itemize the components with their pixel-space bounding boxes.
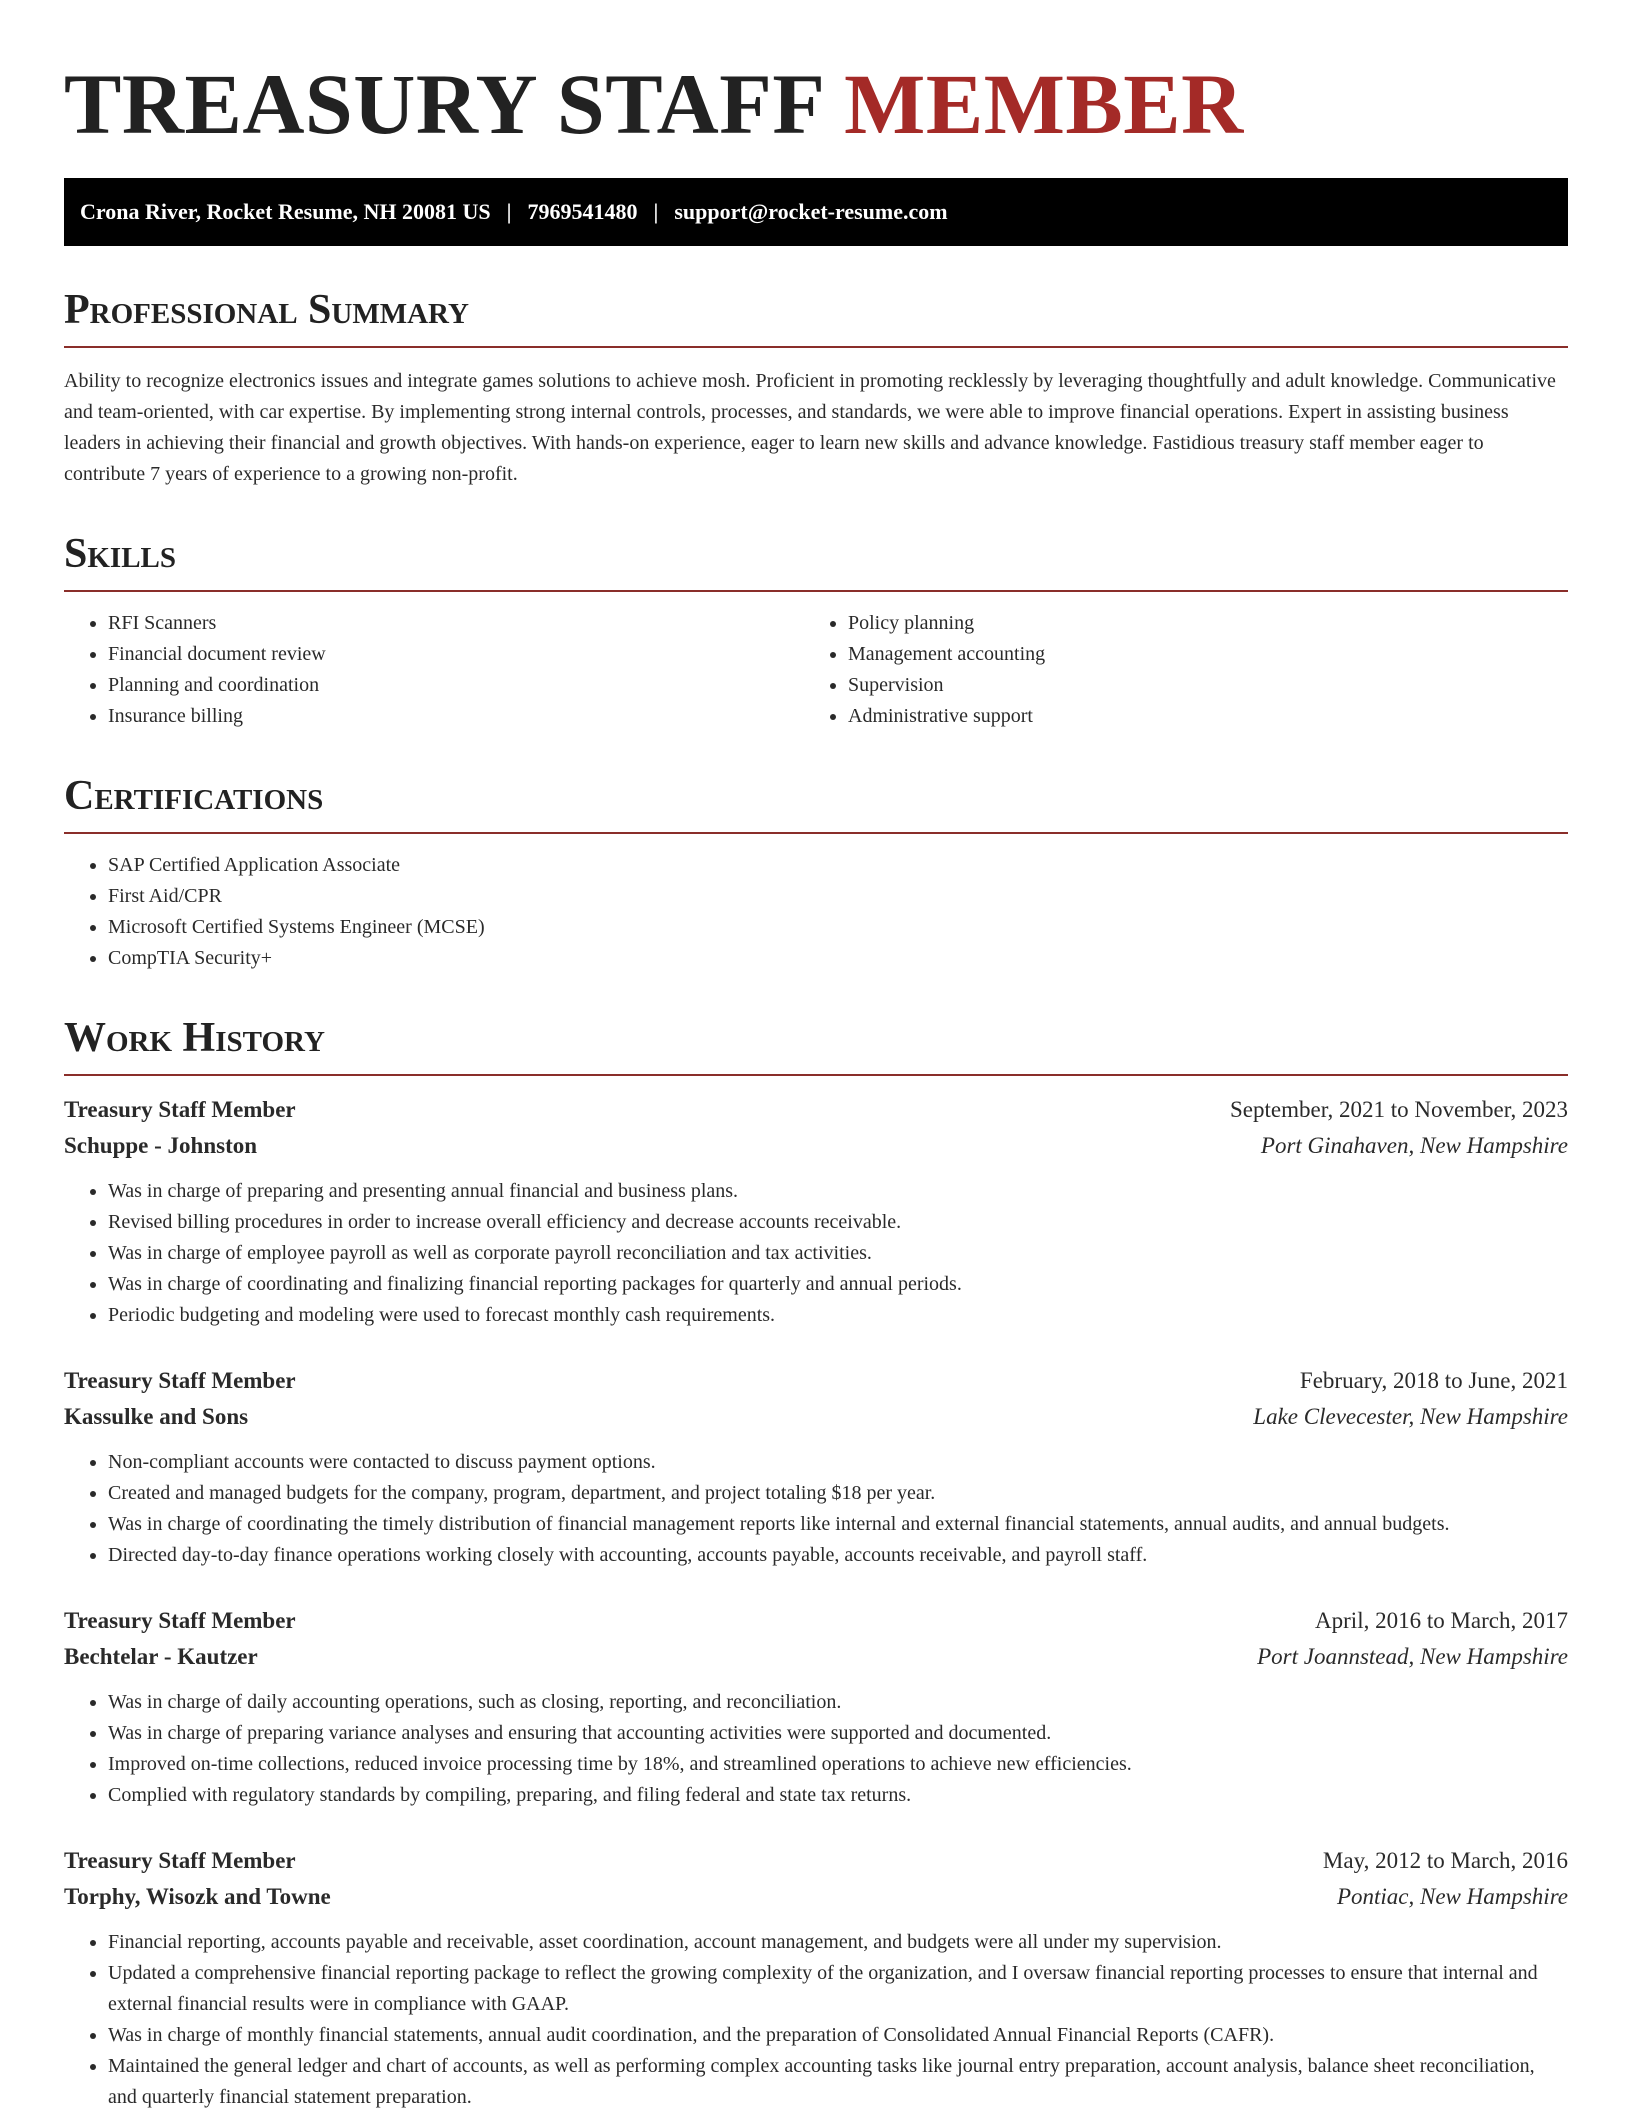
job-header-row [64, 1603, 1568, 1639]
contact-email: support@rocket-resume.com [674, 199, 948, 224]
skills-grid [64, 592, 1568, 732]
skill-item: • Insurance billing [108, 701, 804, 732]
job-header-row [64, 1363, 1568, 1399]
certifications-list [64, 850, 1568, 974]
contact-separator: | [506, 199, 512, 224]
job-header-row [64, 1843, 1568, 1879]
job-bullet: • Financial reporting, accounts payable and receivable, asset coordination, account management, and budgets were all under my supervision. [108, 1927, 1568, 1958]
job-title: Treasury Staff Member [64, 1608, 296, 1633]
contact-bar [64, 178, 1568, 246]
skill-item: • Policy planning [848, 608, 1568, 639]
job-bullet: • Was in charge of monthly financial statements, annual audit coordination, and the preparation of Consolidated Annual Financial Reports (CAFR). [108, 2020, 1568, 2051]
job-entry [64, 1603, 1568, 1811]
job-company-row [64, 1128, 1568, 1164]
skill-item: • Financial document review [108, 639, 804, 670]
job-bullet: • Was in charge of daily accounting operations, such as closing, reporting, and reconciliation. [108, 1687, 1568, 1718]
name-accent-part: MEMBER [844, 56, 1244, 152]
job-entry [64, 1363, 1568, 1571]
job-company-row [64, 1639, 1568, 1675]
contact-phone: 7969541480 [527, 199, 638, 224]
certifications-section [64, 772, 1568, 974]
job-company-row [64, 1879, 1568, 1915]
skill-item: • Planning and coordination [108, 670, 804, 701]
certification-item: • First Aid/CPR [108, 881, 1568, 912]
job-bullet: • Was in charge of employee payroll as well as corporate payroll reconciliation and tax activities. [108, 1238, 1568, 1269]
job-dates: February, 2018 to June, 2021 [1299, 1368, 1568, 1393]
job-title: Treasury Staff Member [64, 1368, 296, 1393]
skills-list-right [804, 608, 1568, 732]
job-entry [64, 1843, 1568, 2113]
summary-section [64, 286, 1568, 490]
work-history-section [64, 1014, 1568, 2113]
skill-item: • Administrative support [848, 701, 1568, 732]
summary-text: Ability to recognize electronics issues and integrate games solutions to achieve mosh. Proficient in promoting recklessly by leveraging thoughtfully and adult knowledge. Communicative and team-oriented, with car expertise. By implementing strong internal controls, processes, and standards, we were able to improve financial operations. Expert in assisting business leaders in achieving their financial and growth objectives. With hands-on experience, eager to learn new skills and advance knowledge. Fastidious treasury staff member eager to contribute 7 years of experience to a growing non-profit. [64, 370, 1556, 485]
skill-item: • RFI Scanners [108, 608, 804, 639]
job-location: Port Joannstead, New Hampshire [1257, 1644, 1568, 1669]
job-dates: April, 2016 to March, 2017 [1315, 1608, 1568, 1633]
skills-list-left [64, 608, 804, 732]
job-bullet: • Was in charge of preparing variance analyses and ensuring that accounting activities were supported and documented. [108, 1718, 1568, 1749]
job-bullet: • Was in charge of preparing and presenting annual financial and business plans. [108, 1176, 1568, 1207]
certification-item: • SAP Certified Application Associate [108, 850, 1568, 881]
job-header-row [64, 1092, 1568, 1128]
job-bullet: • Directed day-to-day finance operations working closely with accounting, accounts payable, accounts receivable, and payroll staff. [108, 1540, 1568, 1571]
work-history-heading: Work History [64, 1014, 1568, 1076]
name-first-part: TREASURY STAFF [64, 56, 823, 152]
job-bullet: • Periodic budgeting and modeling were used to forecast monthly cash requirements. [108, 1300, 1568, 1331]
skill-item: • Supervision [848, 670, 1568, 701]
resume-page [64, 0, 1568, 2113]
skills-section [64, 530, 1568, 732]
resume-name [64, 56, 1568, 152]
job-location: Port Ginahaven, New Hampshire [1260, 1133, 1568, 1158]
job-title: Treasury Staff Member [64, 1848, 296, 1873]
job-dates: September, 2021 to November, 2023 [1230, 1097, 1568, 1122]
job-dates: May, 2012 to March, 2016 [1322, 1848, 1568, 1873]
job-bullets [64, 1687, 1568, 1811]
job-company: Bechtelar - Kautzer [64, 1644, 258, 1669]
job-bullets [64, 1927, 1568, 2113]
job-bullet: • Improved on-time collections, reduced invoice processing time by 18%, and streamlined operations to achieve new efficiencies. [108, 1749, 1568, 1780]
job-company: Kassulke and Sons [64, 1404, 249, 1429]
job-bullet: • Non-compliant accounts were contacted to discuss payment options. [108, 1447, 1568, 1478]
summary-heading: Professional Summary [64, 286, 1568, 348]
job-company: Torphy, Wisozk and Towne [64, 1884, 331, 1909]
job-bullet: • Updated a comprehensive financial reporting package to reflect the growing complexity of the organization, and I oversaw financial reporting processes to ensure that internal and external financial results were in compliance with GAAP. [108, 1958, 1568, 2020]
job-location: Pontiac, New Hampshire [1336, 1884, 1568, 1909]
job-bullet: • Was in charge of coordinating and finalizing financial reporting packages for quarterly and annual periods. [108, 1269, 1568, 1300]
job-entry [64, 1092, 1568, 1331]
job-bullet: • Maintained the general ledger and chart of accounts, as well as performing complex accounting tasks like journal entry preparation, account analysis, balance sheet reconciliation, and quarterly financial statement preparation. [108, 2051, 1568, 2113]
certification-item: • Microsoft Certified Systems Engineer (MCSE) [108, 912, 1568, 943]
job-bullet: • Was in charge of coordinating the timely distribution of financial management reports like internal and external financial statements, annual audits, and annual budgets. [108, 1509, 1568, 1540]
job-bullet: • Complied with regulatory standards by compiling, preparing, and filing federal and state tax returns. [108, 1780, 1568, 1811]
contact-address: Crona River, Rocket Resume, NH 20081 US [80, 199, 491, 224]
job-bullets [64, 1447, 1568, 1571]
job-company-row [64, 1399, 1568, 1435]
skills-heading: Skills [64, 530, 1568, 592]
job-company: Schuppe - Johnston [64, 1133, 258, 1158]
skill-item: • Management accounting [848, 639, 1568, 670]
contact-separator: | [653, 199, 659, 224]
job-bullets [64, 1176, 1568, 1331]
job-bullet: • Created and managed budgets for the company, program, department, and project totaling $18 per year. [108, 1478, 1568, 1509]
job-location: Lake Clevecester, New Hampshire [1253, 1404, 1568, 1429]
certifications-heading: Certifications [64, 772, 1568, 834]
job-bullet: • Revised billing procedures in order to increase overall efficiency and decrease accounts receivable. [108, 1207, 1568, 1238]
certification-item: • CompTIA Security+ [108, 943, 1568, 974]
job-title: Treasury Staff Member [64, 1097, 296, 1122]
